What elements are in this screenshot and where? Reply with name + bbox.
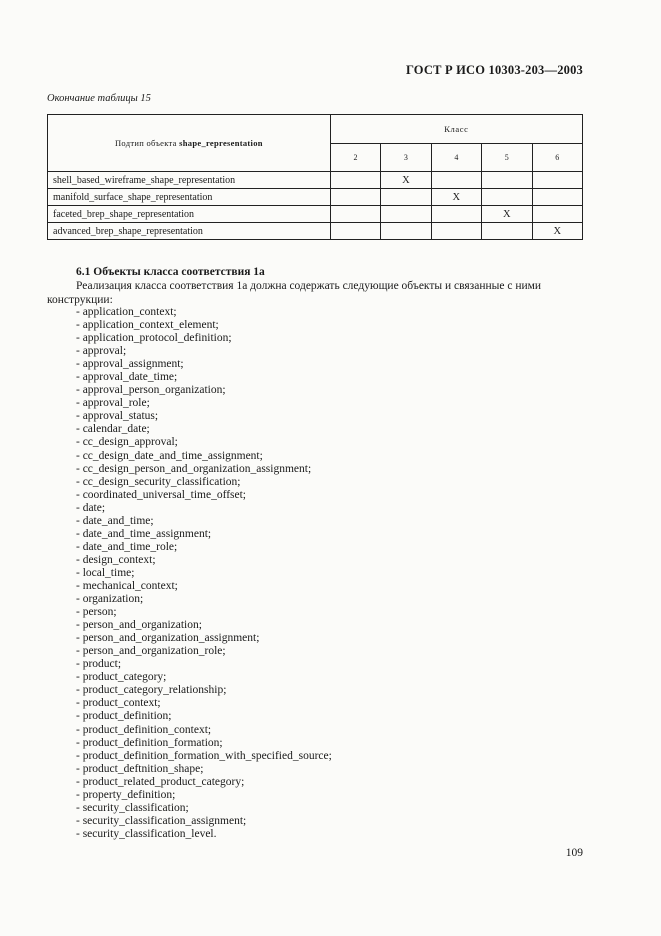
subtype-header-label: Подтип объекта [114, 138, 177, 148]
class-number: 5 [482, 144, 532, 172]
list-item: - local_time; [76, 566, 135, 579]
list-item: - calendar_date; [76, 423, 150, 436]
list-item: - cc_design_person_and_organization_assignment; [76, 462, 312, 475]
class-mark-cell [381, 189, 431, 206]
list-item: - approval; [76, 345, 127, 358]
list-item: - organization; [76, 593, 144, 606]
list-item: - mechanical_context; [76, 579, 178, 592]
page-number: 109 [565, 847, 583, 859]
table-caption: Окончание таблицы 15 [47, 93, 151, 104]
list-item: - date; [76, 501, 106, 514]
table-header-row [48, 115, 583, 144]
class-mark-cell [532, 172, 582, 189]
class-mark-cell [381, 223, 431, 240]
list-item: - approval_status; [76, 410, 159, 423]
section-title: 6.1 Объекты класса соответствия 1а [76, 266, 265, 278]
class-number: 2 [330, 144, 380, 172]
class-number: 3 [381, 144, 431, 172]
list-item: - coordinated_universal_time_offset; [76, 488, 247, 501]
list-item: - security_classification_level. [76, 827, 217, 840]
row-name-cell: faceted_brep_shape_representation [48, 206, 331, 223]
list-item: - application_protocol_definition; [76, 332, 232, 345]
list-item: - approval_person_organization; [76, 384, 226, 397]
list-item: - product_deftnition_shape; [76, 762, 204, 775]
table-row [48, 206, 583, 223]
subtype-header-bold: shape_representation [179, 138, 263, 148]
list-item: - security_classification; [76, 801, 189, 814]
table-15 [47, 114, 583, 240]
row-name-cell: shell_based_wireframe_shape_representation [48, 172, 331, 189]
list-item: - person; [76, 606, 117, 619]
class-number: 6 [532, 144, 582, 172]
list-item: - product_category; [76, 671, 167, 684]
table-row [48, 223, 583, 240]
list-item: - cc_design_approval; [76, 436, 178, 449]
class-mark-cell: X [381, 172, 431, 189]
table-row [48, 189, 583, 206]
class-mark-cell [482, 189, 532, 206]
entity-list [76, 306, 332, 841]
row-name-cell: advanced_brep_shape_representation [48, 223, 331, 240]
list-item: - person_and_organization_assignment; [76, 632, 260, 645]
list-item: - cc_design_security_classification; [76, 475, 241, 488]
list-item: - product_definition_formation_with_specified_source; [76, 749, 332, 762]
list-item: - person_and_organization; [76, 619, 202, 632]
list-item: - date_and_time_role; [76, 540, 178, 553]
list-item: - approval_assignment; [76, 358, 184, 371]
class-mark-cell [431, 172, 481, 189]
class-mark-cell [431, 206, 481, 223]
list-item: - product_category_relationship; [76, 684, 227, 697]
list-item: - application_context; [76, 306, 177, 318]
class-mark-cell [431, 223, 481, 240]
subtype-header-cell [48, 115, 331, 172]
list-item: - approval_role; [76, 397, 150, 410]
class-mark-cell [330, 206, 380, 223]
list-item: - product_definition_formation; [76, 736, 223, 749]
list-item: - design_context; [76, 553, 156, 566]
class-mark-cell [482, 223, 532, 240]
class-mark-cell: X [532, 223, 582, 240]
class-header-cell: Класс [330, 115, 582, 144]
class-mark-cell [532, 206, 582, 223]
class-mark-cell [482, 172, 532, 189]
class-mark-cell [330, 223, 380, 240]
list-item: - cc_design_date_and_time_assignment; [76, 449, 263, 462]
class-mark-cell: X [482, 206, 532, 223]
class-mark-cell [330, 189, 380, 206]
list-item: - security_classification_assignment; [76, 814, 247, 827]
document-header: ГОСТ Р ИСО 10303-203—2003 [405, 63, 583, 77]
class-mark-cell: X [431, 189, 481, 206]
section-intro: Реализация класса соответствия 1а должна содержать следующие объекты и связанные с ними конструкции: [47, 280, 542, 306]
list-item: - product_context; [76, 697, 161, 710]
list-item: - approval_date_time; [76, 371, 178, 384]
list-item: - application_context_element; [76, 319, 219, 332]
list-item: - product_definition; [76, 710, 172, 723]
list-item: - date_and_time_assignment; [76, 527, 212, 540]
list-item: - person_and_organization_role; [76, 645, 226, 658]
list-item: - product_related_product_category; [76, 775, 245, 788]
class-mark-cell [381, 206, 431, 223]
class-mark-cell [532, 189, 582, 206]
list-item: - date_and_time; [76, 514, 154, 527]
list-item: - product_definition_context; [76, 723, 212, 736]
class-number: 4 [431, 144, 481, 172]
list-item: - product; [76, 658, 122, 671]
table-row [48, 172, 583, 189]
list-item: - property_definition; [76, 788, 176, 801]
class-mark-cell [330, 172, 380, 189]
row-name-cell: manifold_surface_shape_representation [48, 189, 331, 206]
